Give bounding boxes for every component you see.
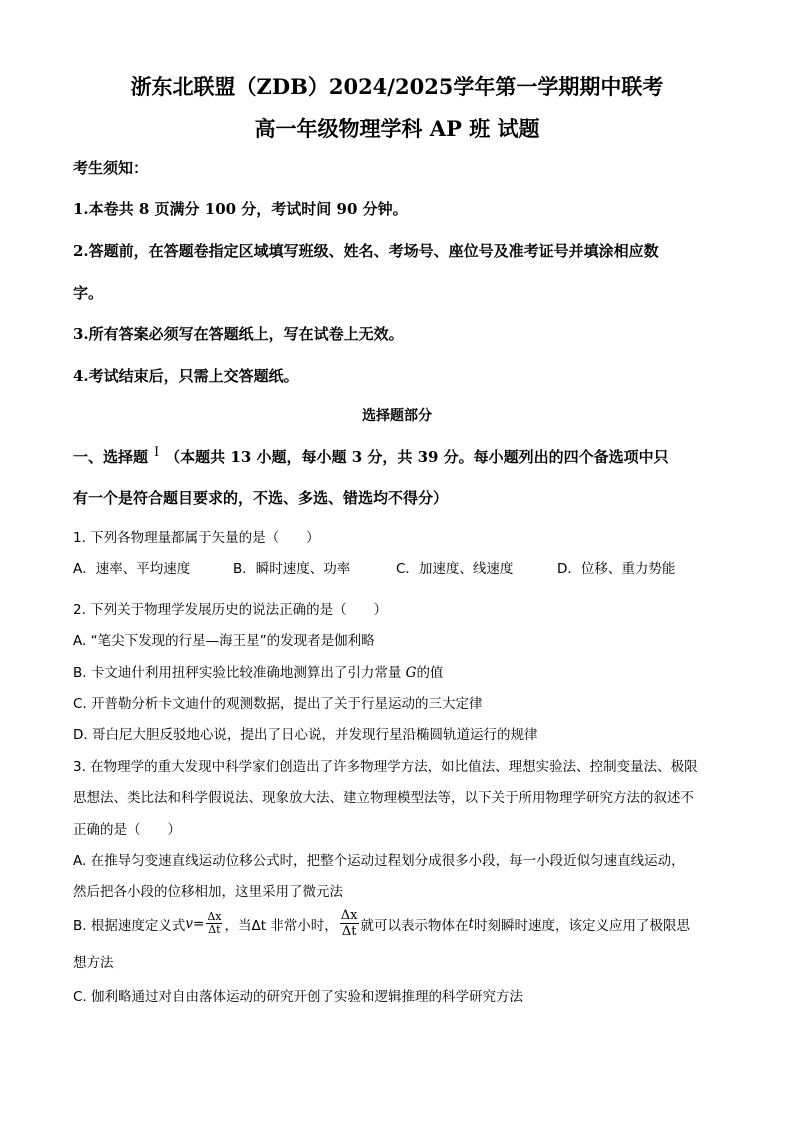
q3-fraction-denominator: Δt bbox=[208, 923, 221, 936]
part-prefix: 一、选择题 bbox=[73, 448, 149, 466]
q3-option-b-tail-2: 时刻瞬时速度，该定义应用了极限思 bbox=[473, 917, 690, 934]
q3-option-a-line-1: A. 在推导匀变速直线运动位移公式时，把整个运动过程划分成很多小段，每一小段近似匀速直线运动， bbox=[73, 853, 685, 869]
q3-time-symbol: t bbox=[468, 915, 474, 932]
part-heading bbox=[73, 446, 669, 467]
q1-option-d: D．位移、重力势能 bbox=[557, 561, 676, 577]
q1-option-b: B．瞬时速度、功率 bbox=[233, 561, 351, 577]
section-title: 选择题部分 bbox=[362, 408, 432, 424]
notice-item-4: 4.考试结束后，只需上交答题纸。 bbox=[73, 367, 299, 385]
part-description: （本题共 13 小题，每小题 3 分，共 39 分。每小题列出的四个备选项中只 bbox=[165, 448, 669, 466]
q2-stem: 2. 下列关于物理学发展历史的说法正确的是（ ） bbox=[73, 602, 388, 618]
notice-item-1: 1.本卷共 8 页满分 100 分，考试时间 90 分钟。 bbox=[73, 200, 408, 218]
q3-option-b bbox=[73, 908, 690, 939]
q3-limit-fraction bbox=[340, 908, 359, 939]
q3-option-b-tail-1: 就可以表示物体在 bbox=[360, 917, 469, 934]
q2-option-c: C. 开普勒分析卡文迪什的观测数据，提出了关于行星运动的三大定律 bbox=[73, 696, 483, 712]
q3-stem-line-1: 3. 在物理学的重大发现中科学家们创造出了许多物理学方法，如比值法、理想实验法、控制变量法、极限 bbox=[73, 759, 698, 775]
q3-stem-line-2: 思想法、类比法和科学假说法、现象放大法、建立物理模型法等，以下关于所用物理学研究方法的叙述不 bbox=[73, 790, 694, 806]
part-description-cont: 有一个是符合题目要求的，不选、多选、错选均不得分） bbox=[73, 489, 449, 507]
q3-velocity-fraction bbox=[206, 911, 222, 936]
notice-item-3: 3.所有答案必须写在答题纸上，写在试卷上无效。 bbox=[73, 325, 404, 343]
q3-option-c: C. 伽利略通过对自由落体运动的研究开创了实验和逻辑推理的科学研究方法 bbox=[73, 989, 524, 1005]
q2-option-b bbox=[73, 661, 443, 681]
q3-option-a-line-2: 然后把各小段的位移相加，这里采用了微元法 bbox=[73, 884, 343, 900]
exam-subtitle: 高一年级物理学科 AP 班 试题 bbox=[254, 116, 540, 141]
q3-option-b-text: B. 根据速度定义式 bbox=[73, 917, 186, 934]
q3-option-b-middle: ，当Δt 非常小时， bbox=[224, 917, 338, 934]
q3-option-b-cont: 想方法 bbox=[73, 955, 114, 971]
q1-option-a: A．速率、平均速度 bbox=[73, 561, 191, 577]
q1-option-c: C．加速度、线速度 bbox=[396, 561, 514, 577]
q3-limit-denominator: Δt bbox=[341, 924, 357, 939]
q2-option-a: A. “笔尖下发现的行星—海王星”的发现者是伽利略 bbox=[73, 633, 375, 649]
q2-option-b-symbol: G bbox=[405, 665, 417, 681]
notice-item-2: 2.答题前，在答题卷指定区域填写班级、姓名、考场号、座位号及准考证号并填涂相应数 bbox=[73, 242, 659, 260]
q3-stem-line-3: 正确的是（ ） bbox=[73, 822, 181, 838]
q3-equals-sign: = bbox=[193, 915, 205, 932]
q2-option-d: D. 哥白尼大胆反驳地心说，提出了日心说，并发现行星沿椭圆轨道运行的规律 bbox=[73, 727, 538, 743]
q1-stem: 1. 下列各物理量都属于矢量的是（ ） bbox=[73, 530, 320, 546]
notice-item-2-cont: 字。 bbox=[73, 284, 104, 302]
q3-velocity-symbol: v bbox=[185, 915, 193, 932]
exam-title: 浙东北联盟（ZDB）2024/2025学年第一学期期中联考 bbox=[130, 74, 664, 99]
notice-heading: 考生须知： bbox=[73, 159, 149, 177]
q2-option-b-tail: 的值 bbox=[416, 665, 444, 681]
q3-limit-numerator: Δx bbox=[340, 908, 358, 923]
q3-fraction-numerator: Δx bbox=[207, 910, 222, 923]
q2-option-b-text: B. 卡文迪什利用扭秤实验比较准确地测算出了引力常量 bbox=[73, 665, 402, 681]
part-numeral: Ⅰ bbox=[154, 445, 160, 460]
